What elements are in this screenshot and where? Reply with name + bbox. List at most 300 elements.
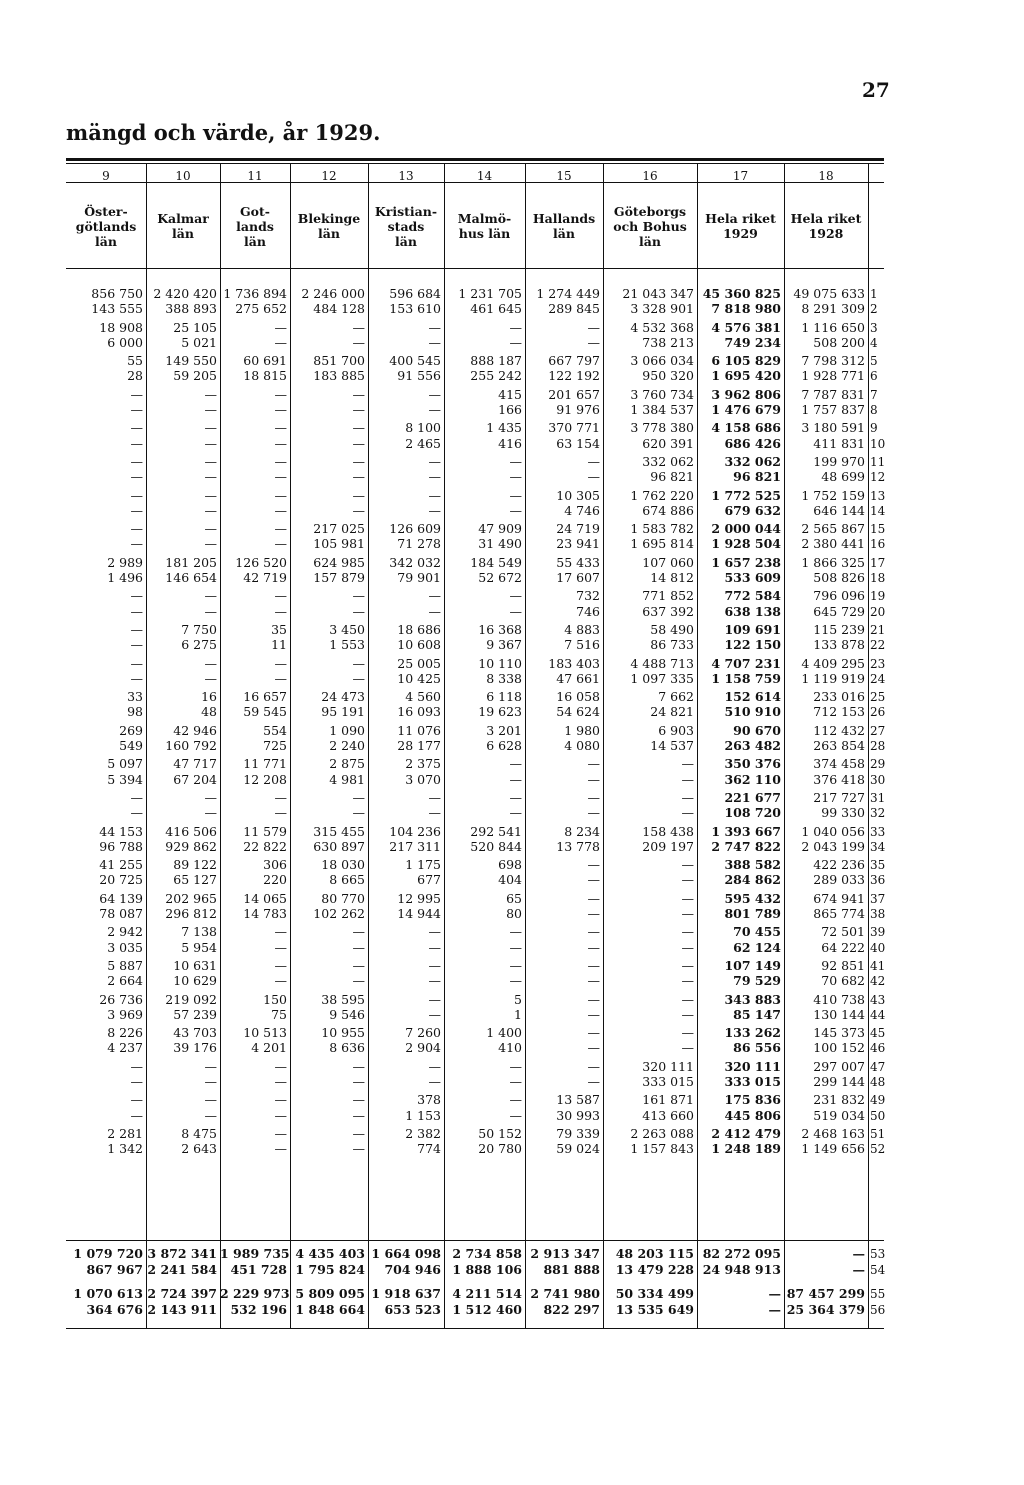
table-cell: 42 946 <box>173 722 217 738</box>
table-cell: 2 565 867 <box>801 521 865 537</box>
table-cell: 25 105 <box>173 319 217 335</box>
table-cell: 38 595 <box>321 991 365 1007</box>
table-cell: — <box>587 469 600 485</box>
table-cell: 801 789 <box>724 906 781 921</box>
table-cell: 14 065 <box>243 890 287 906</box>
table-cell: 269 <box>119 722 143 738</box>
row-number: 43 <box>870 992 886 1007</box>
table-cell: 1 393 667 <box>711 823 781 839</box>
row-number: 4 <box>870 335 878 350</box>
row-number: 24 <box>870 671 886 686</box>
table-cell: — <box>204 435 217 451</box>
table-cell: — <box>587 1074 600 1089</box>
table-cell: 362 110 <box>724 771 781 787</box>
table-cell: 184 549 <box>470 554 522 570</box>
table-cell: 1 274 449 <box>536 286 600 301</box>
table-cell: — <box>204 603 217 619</box>
table-cell: — <box>352 973 365 989</box>
table-cell: 153 610 <box>389 301 441 317</box>
table-cell: 10 955 <box>321 1025 365 1041</box>
table-cell: — <box>681 790 694 805</box>
table-cell: — <box>681 958 694 973</box>
table-cell: 8 338 <box>486 670 522 686</box>
table-cell: 5 097 <box>107 756 143 772</box>
table-cell: 86 733 <box>650 637 694 653</box>
total-cell: 1 795 824 <box>295 1262 365 1277</box>
table-cell: 510 910 <box>724 704 781 720</box>
table-cell: 1 097 335 <box>630 670 694 686</box>
table-cell: 3 328 901 <box>630 301 694 317</box>
table-cell: 263 854 <box>813 738 865 753</box>
row-number: 22 <box>870 638 886 653</box>
table-cell: 624 985 <box>313 554 365 570</box>
column-number: 9 <box>102 169 110 183</box>
table-cell: 1 149 656 <box>801 1141 865 1157</box>
table-cell: — <box>681 872 694 888</box>
table-cell: 219 092 <box>165 991 217 1007</box>
total-cell: 451 728 <box>230 1262 287 1277</box>
table-cell: 388 893 <box>165 301 217 317</box>
table-cell: — <box>681 857 694 873</box>
table-cell: — <box>681 805 694 821</box>
total-cell: 364 676 <box>86 1302 143 1317</box>
table-cell: — <box>352 402 365 417</box>
table-cell: — <box>509 805 522 821</box>
table-cell: — <box>587 906 600 921</box>
table-cell: 26 736 <box>99 991 143 1007</box>
table-cell: — <box>509 939 522 955</box>
table-cell: — <box>274 1126 287 1141</box>
column-header: Hela riket 1929 <box>705 211 776 241</box>
total-cell: 1 070 613 <box>73 1286 143 1301</box>
table-cell: 183 885 <box>313 368 365 384</box>
table-cell: — <box>681 939 694 955</box>
table-cell: 85 147 <box>733 1006 781 1022</box>
table-cell: — <box>428 924 441 940</box>
table-cell: 152 614 <box>724 689 781 705</box>
table-cell: 47 909 <box>478 521 522 537</box>
table-cell: 39 176 <box>173 1040 217 1056</box>
table-cell: 8 475 <box>181 1126 217 1141</box>
table-cell: — <box>587 1006 600 1022</box>
table-cell: 72 501 <box>821 924 865 940</box>
table-cell: 58 490 <box>650 622 694 637</box>
table-cell: — <box>587 872 600 888</box>
row-number: 11 <box>870 455 886 469</box>
table-cell: 18 815 <box>243 368 287 384</box>
table-cell: 28 <box>127 368 143 384</box>
table-cell: — <box>428 1074 441 1089</box>
table-cell: 333 015 <box>724 1074 781 1089</box>
row-number: 15 <box>870 522 886 537</box>
table-cell: — <box>587 857 600 873</box>
total-cell: 532 196 <box>230 1302 287 1317</box>
table-cell: 80 <box>506 906 522 921</box>
table-cell: 115 239 <box>813 622 865 637</box>
table-cell: 3 201 <box>486 722 522 738</box>
table-cell: 95 191 <box>321 704 365 720</box>
table-cell: 20 725 <box>99 872 143 888</box>
table-cell: — <box>509 790 522 805</box>
table-cell: 289 033 <box>813 872 865 888</box>
table-cell: — <box>274 435 287 451</box>
table-cell: — <box>428 939 441 955</box>
table-cell: 320 111 <box>724 1058 781 1074</box>
table-cell: 16 <box>201 689 217 705</box>
total-cell: 87 457 299 <box>786 1286 865 1301</box>
table-cell: — <box>587 454 600 469</box>
table-cell: 638 138 <box>724 603 781 619</box>
table-cell: — <box>274 588 287 604</box>
total-cell: 2 143 911 <box>147 1302 217 1317</box>
table-cell: 299 144 <box>813 1074 865 1089</box>
table-cell: — <box>130 637 143 653</box>
table-cell: 11 771 <box>243 756 287 772</box>
table-cell: 63 154 <box>556 435 600 451</box>
table-cell: 422 236 <box>813 857 865 873</box>
table-cell: 2 904 <box>405 1040 441 1056</box>
table-cell: — <box>681 973 694 989</box>
table-cell: — <box>274 502 287 518</box>
table-cell: 202 965 <box>165 890 217 906</box>
table-cell: 4 488 713 <box>630 655 694 671</box>
table-cell: — <box>204 521 217 537</box>
table-cell: — <box>130 536 143 552</box>
table-cell: 47 661 <box>556 670 600 686</box>
table-cell: — <box>352 1141 365 1157</box>
table-cell: — <box>587 1040 600 1056</box>
table-cell: 59 205 <box>173 368 217 384</box>
table-cell: 508 200 <box>813 334 865 350</box>
table-cell: — <box>352 487 365 503</box>
table-cell: 2 380 441 <box>801 536 865 552</box>
total-cell: 13 479 228 <box>615 1262 694 1277</box>
table-cell: — <box>352 386 365 402</box>
table-cell: 1 090 <box>329 722 365 738</box>
row-number: 50 <box>870 1108 886 1123</box>
table-cell: — <box>428 1058 441 1074</box>
column-header: Blekinge län <box>297 211 361 241</box>
table-cell: — <box>204 588 217 604</box>
table-cell: 24 821 <box>650 704 694 720</box>
table-cell: 9 367 <box>486 637 522 653</box>
row-number: 56 <box>870 1303 886 1317</box>
table-cell: 4 576 381 <box>711 319 781 335</box>
table-cell: 217 025 <box>313 521 365 537</box>
table-cell: — <box>428 958 441 973</box>
table-cell: — <box>428 386 441 402</box>
table-cell: — <box>428 319 441 335</box>
table-cell: 30 993 <box>556 1107 600 1123</box>
table-cell: 10 305 <box>556 487 600 503</box>
table-cell: — <box>130 469 143 485</box>
row-number: 3 <box>870 320 878 335</box>
table-cell: — <box>274 924 287 940</box>
table-cell: 595 432 <box>724 890 781 906</box>
table-cell: 7 750 <box>181 622 217 637</box>
table-cell: 24 473 <box>321 689 365 705</box>
row-number: 33 <box>870 824 886 839</box>
table-cell: 1 476 679 <box>711 402 781 417</box>
table-cell: 143 555 <box>91 301 143 317</box>
table-cell: 1 496 <box>107 570 143 585</box>
table-cell: 1 157 843 <box>630 1141 694 1157</box>
table-cell: 255 242 <box>470 368 522 384</box>
table-cell: — <box>130 386 143 402</box>
table-cell: — <box>352 1074 365 1089</box>
table-cell: — <box>204 420 217 436</box>
table-cell: 13 778 <box>556 838 600 854</box>
table-cell: — <box>428 790 441 805</box>
table-cell: 4 080 <box>564 738 600 753</box>
table-cell: 796 096 <box>813 588 865 604</box>
table-cell: — <box>130 502 143 518</box>
table-cell: 4 158 686 <box>711 420 781 436</box>
row-number: 1 <box>870 287 878 301</box>
table-cell: — <box>509 1092 522 1108</box>
table-cell: — <box>204 670 217 686</box>
table-cell: 738 213 <box>642 334 694 350</box>
table-cell: 109 691 <box>724 622 781 637</box>
total-cell: 653 523 <box>384 1302 441 1317</box>
column-number: 13 <box>398 169 414 183</box>
row-number: 30 <box>870 772 886 787</box>
table-cell: — <box>204 502 217 518</box>
table-cell: 1 <box>514 1006 522 1022</box>
table-cell: 79 529 <box>733 973 781 989</box>
table-cell: — <box>509 334 522 350</box>
table-cell: — <box>274 536 287 552</box>
table-cell: — <box>428 487 441 503</box>
table-cell: 96 788 <box>99 838 143 854</box>
table-cell: 1 553 <box>329 637 365 653</box>
table-cell: 4 409 295 <box>801 655 865 671</box>
table-cell: 130 144 <box>813 1006 865 1022</box>
table-cell: 18 686 <box>397 622 441 637</box>
table-cell: 8 665 <box>329 872 365 888</box>
table-cell: — <box>274 1074 287 1089</box>
table-cell: 21 043 347 <box>622 286 694 301</box>
table-cell: 23 941 <box>556 536 600 552</box>
table-cell: 13 587 <box>556 1092 600 1108</box>
table-cell: 16 093 <box>397 704 441 720</box>
table-cell: 8 226 <box>107 1025 143 1041</box>
table-cell: 771 852 <box>642 588 694 604</box>
table-cell: 746 <box>576 603 600 619</box>
table-cell: 1 736 894 <box>223 286 287 301</box>
total-cell: 881 888 <box>543 1262 600 1277</box>
table-cell: — <box>352 790 365 805</box>
row-number: 19 <box>870 589 886 604</box>
table-cell: 158 438 <box>642 823 694 839</box>
table-cell: 342 032 <box>389 554 441 570</box>
table-cell: — <box>352 319 365 335</box>
table-cell: 3 035 <box>107 939 143 955</box>
table-cell: — <box>204 1074 217 1089</box>
table-cell: 201 657 <box>548 386 600 402</box>
table-cell: — <box>274 790 287 805</box>
table-cell: — <box>428 469 441 485</box>
table-bottom-rule <box>66 1328 884 1329</box>
table-cell: 10 608 <box>397 637 441 653</box>
table-cell: 7 260 <box>405 1025 441 1041</box>
table-cell: 4 560 <box>405 689 441 705</box>
table-cell: — <box>587 1025 600 1041</box>
table-cell: 233 016 <box>813 689 865 705</box>
row-number: 54 <box>870 1263 886 1277</box>
table-cell: 65 127 <box>173 872 217 888</box>
table-cell: 14 783 <box>243 906 287 921</box>
total-cell: 1 918 637 <box>371 1286 441 1301</box>
table-cell: — <box>130 622 143 637</box>
table-cell: 105 981 <box>313 536 365 552</box>
table-cell: — <box>509 319 522 335</box>
row-number: 31 <box>870 791 886 805</box>
table-cell: — <box>204 487 217 503</box>
total-cell: 5 809 095 <box>295 1286 365 1301</box>
row-number: 35 <box>870 858 886 873</box>
table-cell: 6 628 <box>486 738 522 753</box>
row-number: 34 <box>870 839 886 854</box>
table-cell: 67 204 <box>173 771 217 787</box>
table-cell: 376 418 <box>813 771 865 787</box>
table-cell: 275 652 <box>235 301 287 317</box>
table-cell: 6 275 <box>181 637 217 653</box>
table-cell: 12 208 <box>243 771 287 787</box>
table-cell: — <box>428 334 441 350</box>
column-divider <box>868 164 869 1328</box>
column-header: Hallands län <box>532 211 596 241</box>
table-cell: — <box>204 402 217 417</box>
table-cell: 65 <box>506 890 522 906</box>
table-cell: 2 246 000 <box>301 286 365 301</box>
table-cell: 2 875 <box>329 756 365 772</box>
table-cell: 122 150 <box>724 637 781 653</box>
table-cell: 22 822 <box>243 838 287 854</box>
table-cell: — <box>509 603 522 619</box>
table-cell: 59 024 <box>556 1141 600 1157</box>
row-number: 36 <box>870 873 886 888</box>
table-cell: 16 368 <box>478 622 522 637</box>
table-cell: — <box>681 1025 694 1041</box>
table-cell: 70 682 <box>821 973 865 989</box>
table-cell: — <box>352 805 365 821</box>
table-cell: — <box>274 319 287 335</box>
table-cell: 645 729 <box>813 603 865 619</box>
table-cell: — <box>509 958 522 973</box>
total-cell: 867 967 <box>86 1262 143 1277</box>
table-cell: 929 862 <box>165 838 217 854</box>
column-number: 15 <box>556 169 572 183</box>
table-cell: — <box>274 386 287 402</box>
column-number: 10 <box>175 169 191 183</box>
table-cell: — <box>130 588 143 604</box>
table-cell: 1 752 159 <box>801 487 865 503</box>
table-cell: 6 118 <box>486 689 522 705</box>
table-cell: 620 391 <box>642 435 694 451</box>
table-cell: 289 845 <box>548 301 600 317</box>
row-number: 17 <box>870 555 886 570</box>
table-cell: 2 664 <box>107 973 143 989</box>
table-cell: 370 771 <box>548 420 600 436</box>
table-cell: — <box>204 790 217 805</box>
table-cell: — <box>681 924 694 940</box>
table-cell: 2 382 <box>405 1126 441 1141</box>
table-cell: 416 506 <box>165 823 217 839</box>
table-cell: 416 <box>498 435 522 451</box>
table-cell: — <box>428 502 441 518</box>
table-cell: 220 <box>263 872 287 888</box>
table-cell: 10 425 <box>397 670 441 686</box>
table-cell: 1 175 <box>405 857 441 873</box>
table-cell: — <box>428 973 441 989</box>
table-cell: 41 255 <box>99 857 143 873</box>
table-cell: 18 030 <box>321 857 365 873</box>
table-cell: 55 <box>127 353 143 369</box>
row-number: 46 <box>870 1041 886 1056</box>
row-number: 44 <box>870 1007 886 1022</box>
table-cell: — <box>587 771 600 787</box>
table-cell: 28 177 <box>397 738 441 753</box>
table-cell: 284 862 <box>724 872 781 888</box>
table-cell: 14 537 <box>650 738 694 753</box>
table-cell: 2 412 479 <box>711 1126 781 1141</box>
table-cell: — <box>509 469 522 485</box>
column-number: 18 <box>818 169 834 183</box>
table-cell: 1 158 759 <box>711 670 781 686</box>
table-cell: 96 821 <box>733 469 781 485</box>
total-cell: — <box>768 1302 781 1317</box>
table-cell: 175 836 <box>724 1092 781 1108</box>
table-cell: — <box>509 756 522 772</box>
total-cell: 13 535 649 <box>615 1302 694 1317</box>
table-cell: 1 116 650 <box>801 319 865 335</box>
total-cell: 1 664 098 <box>371 1246 441 1261</box>
table-cell: 11 076 <box>397 722 441 738</box>
row-number: 26 <box>870 705 886 720</box>
row-number: 6 <box>870 369 878 384</box>
table-cell: 79 901 <box>397 570 441 585</box>
table-cell: 1 772 525 <box>711 487 781 503</box>
table-cell: — <box>352 670 365 686</box>
table-cell: — <box>587 958 600 973</box>
total-cell: 822 297 <box>543 1302 600 1317</box>
table-cell: 52 672 <box>478 570 522 585</box>
table-cell: 42 719 <box>243 570 287 585</box>
table-cell: — <box>587 790 600 805</box>
table-cell: 157 879 <box>313 570 365 585</box>
table-top-rule-inner <box>66 163 884 164</box>
table-cell: — <box>681 906 694 921</box>
table-cell: 20 780 <box>478 1141 522 1157</box>
table-cell: 4 981 <box>329 771 365 787</box>
table-cell: 64 222 <box>821 939 865 955</box>
table-cell: 1 657 238 <box>711 554 781 570</box>
table-cell: 1 400 <box>486 1025 522 1041</box>
table-cell: 519 034 <box>813 1107 865 1123</box>
table-cell: 674 886 <box>642 502 694 518</box>
table-cell: 16 657 <box>243 689 287 705</box>
table-cell: 1 583 782 <box>630 521 694 537</box>
column-header: Got- lands län <box>236 203 274 249</box>
table-cell: 774 <box>417 1141 441 1157</box>
table-cell: 107 149 <box>724 958 781 973</box>
table-cell: 7 818 980 <box>711 301 781 317</box>
table-cell: 2 240 <box>329 738 365 753</box>
table-cell: 263 482 <box>724 738 781 753</box>
row-number: 2 <box>870 302 878 317</box>
table-cell: — <box>204 536 217 552</box>
